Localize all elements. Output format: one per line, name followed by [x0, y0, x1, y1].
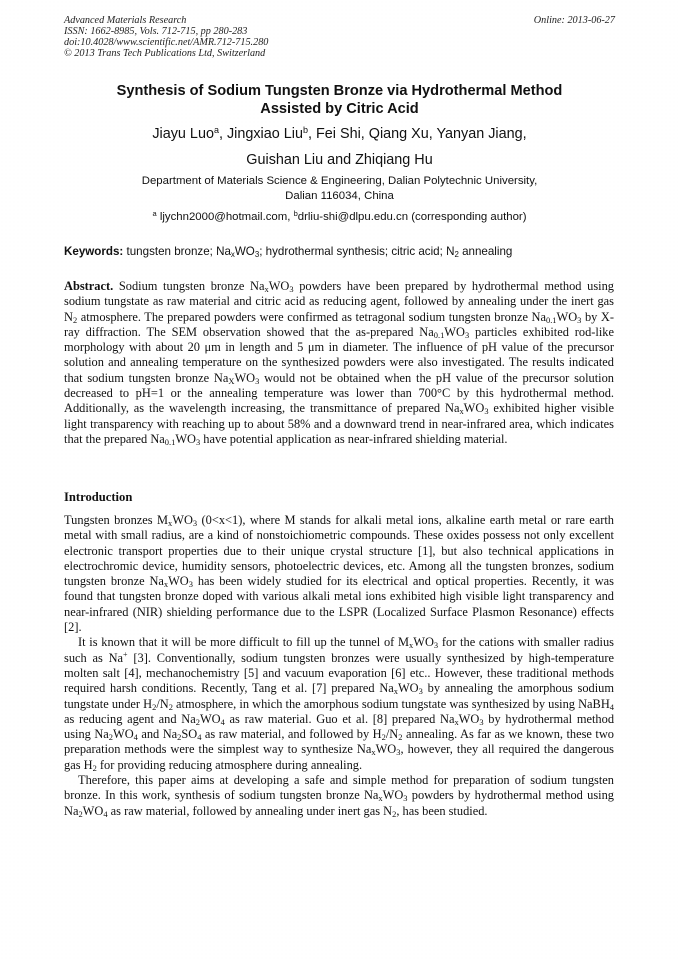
subscript: 0.1 — [433, 329, 445, 340]
text: WO — [175, 431, 196, 446]
text: WO — [113, 727, 134, 742]
author-name: Jiayu Luo — [152, 126, 214, 142]
text: as raw material, followed by annealing under inert gas N — [107, 803, 393, 818]
text: have potential application as near-infrared shielding material. — [200, 431, 508, 446]
subscript: x — [378, 793, 383, 804]
keywords — [64, 245, 624, 259]
journal-header — [64, 15, 615, 59]
subscript: 4 — [133, 732, 138, 743]
subscript: 2 — [92, 762, 97, 773]
author-names: , Fei Shi, Qiang Xu, Yanyan Jiang, — [307, 126, 527, 142]
copyright-line: © 2013 Trans Tech Publications Ltd, Switzerland — [64, 48, 266, 59]
text: exhibited higher visible light transparency with reaching up to about 58% and a downward trend in near-infrared area, which indicates that the prepared Na — [64, 401, 614, 446]
subscript: x — [393, 686, 398, 697]
subscript: 0.1 — [545, 314, 557, 325]
authors-line-2: Guishan Liu and Zhiqiang Hu — [246, 152, 433, 168]
online-date: Online: 2013-06-27 — [533, 15, 615, 26]
subscript: 3 — [192, 518, 198, 528]
subscript: 3 — [289, 284, 294, 294]
text: powders have been prepared by hydrothermal method using sodium tungstate as raw material and citric acid as reducing agent, followed by annealing under the inert gas N — [64, 279, 614, 324]
keywords-label: Keywords: — [64, 245, 124, 258]
text: WO — [268, 279, 290, 293]
keyword-text: annealing — [458, 245, 513, 258]
text: WO — [234, 370, 256, 385]
text: atmosphere. The prepared powders were confirmed as tetragonal sodium tungsten bronze Na — [77, 309, 546, 324]
author-list — [64, 121, 615, 173]
subscript: 3 — [433, 640, 439, 651]
authors-line-1 — [64, 121, 615, 147]
text: WO — [413, 635, 434, 650]
contact-emails — [64, 210, 615, 224]
text: SO — [181, 727, 198, 742]
subscript: 4 — [220, 716, 225, 727]
text: by hydrothermal method using Na — [64, 711, 615, 742]
text: Therefore, this paper aims at developing a safe and simple method for preparation of sodium tungsten bronze. In this work, synthesis of sodium tungsten bronze Na — [64, 773, 614, 803]
text: by annealing the amorphous sodium tungstate under H — [64, 681, 614, 711]
text: Tungsten bronzes M — [64, 513, 169, 527]
subscript: 3 — [396, 747, 401, 758]
text: (0<x<1), where M stands for alkali metal ions, alkaline earth metal or rare earth metal with small radius, are a kind of nonstoichiometric compounds. These oxides possess not only excellent electronic transport properties due to their unique crystal structure [1], but also technical applications in electrochromic device, humidity sensors, photoelectric devices, etc. Among all the tungsten bronzes, sodium tungsten bronze Na — [64, 513, 614, 589]
text: [3]. Conventionally, sodium tungsten bronzes were usually synthesized by high-temperature molten salt [4], mechanochemistry [5] and vacuum evaporation [6] etc.. However, these traditional methods required harsh conditions. Recently, Tang et al. [7] prepared Na — [64, 650, 614, 696]
text: WO — [172, 513, 193, 527]
subscript: 2 — [381, 732, 386, 743]
subscript: x — [264, 284, 269, 294]
subscript: x — [454, 716, 459, 727]
subscript: 3 — [195, 436, 201, 447]
subscript: 2 — [78, 808, 83, 819]
email-link-b[interactable]: drliu-shi@dlpu.edu.cn (corresponding author) — [297, 211, 527, 223]
doi-link[interactable]: doi:10.4028/www.scientific.net/AMR.712-715.280 — [64, 37, 269, 48]
subscript: X — [228, 375, 235, 386]
text: powders by hydrothermal method using Na — [64, 788, 614, 818]
text: as reducing agent and Na — [64, 711, 196, 726]
subscript: 3 — [418, 686, 423, 697]
subscript: 2 — [108, 732, 113, 743]
introduction-body — [64, 513, 614, 819]
text: , has been studied. — [396, 803, 488, 818]
email-marker: b — [293, 209, 298, 218]
text: for the cations with smaller radius such as Na — [64, 635, 614, 665]
subscript: 2 — [177, 732, 182, 743]
text: WO — [199, 711, 221, 726]
subscript: 3 — [254, 250, 260, 259]
subscript: x — [459, 406, 464, 417]
keyword-text: WO — [234, 245, 255, 258]
email-link-a[interactable]: ljychn2000@hotmail.com, — [156, 211, 294, 223]
text: WO — [463, 401, 485, 416]
text: would not be obtained when the pH value of the precursor solution decreased to pH=1 or the annealing temperature was lower than 700°C by this hydrothermal method. Additionally, as the wavelength increasing, the transmittance of prepared Na — [64, 370, 614, 416]
subscript: 2 — [454, 250, 459, 259]
text: as raw material, and followed by H — [201, 727, 382, 742]
subscript: x — [371, 747, 376, 758]
subscript: 3 — [464, 329, 470, 340]
abstract-label: Abstract. — [64, 279, 114, 293]
author-name: , Jingxiao Liu — [218, 126, 303, 142]
text: WO — [556, 309, 578, 324]
text: has been widely studied for its electrical and optical properties. Recently, it was found that tungsten bronze doped with various alkali metal ions exhibited high visible light transparency and near-infrared (NIR) shielding performance due to the LSPR (Localized Surface Plasmon Resonance) effects [2]. — [64, 574, 614, 635]
text: WO — [168, 574, 189, 589]
subscript: 2 — [398, 732, 403, 743]
text: WO — [458, 711, 480, 726]
subscript: 3 — [255, 375, 260, 386]
text: WO — [444, 324, 465, 339]
text: atmosphere, in which the amorphous sodium tungstate was synthesized by using NaBH — [172, 696, 610, 711]
subscript: 2 — [72, 314, 78, 325]
text: , however, they all required the dangerous gas H — [64, 742, 614, 772]
subscript: 4 — [197, 732, 202, 743]
subscript: 2 — [195, 716, 200, 727]
text: particles exhibited rod-like morphology with about 20 μm in length and 5 μm in diameter. The influence of pH value of the precursor solution and annealing temperature on the synthesized powders were also investigated. The results indicated that sodium tungsten bronze Na — [64, 324, 614, 385]
text: /N — [385, 727, 399, 742]
title-line-1: Synthesis of Sodium Tungsten Bronze via Hydrothermal Method — [116, 83, 563, 99]
subscript: 3 — [403, 793, 408, 804]
paragraph-2 — [64, 635, 614, 773]
issn-line: ISSN: 1662-8985, Vols. 712-715, pp 280-283 — [64, 26, 248, 37]
paragraph-3 — [64, 773, 614, 819]
subscript: x — [409, 640, 414, 651]
affiliation-marker: b — [302, 125, 308, 135]
title-line-2: Assisted by Citric Acid — [260, 101, 419, 117]
paper-title — [64, 82, 615, 118]
text: WO — [397, 681, 419, 696]
subscript: x — [230, 250, 235, 259]
text: It is known that it will be more difficult to fill up the tunnel of M — [78, 635, 410, 650]
text: WO — [82, 803, 104, 818]
affiliation — [64, 174, 615, 204]
subscript: x — [163, 579, 169, 590]
text: Sodium tungsten bronze Na — [113, 279, 265, 293]
text: WO — [382, 788, 404, 803]
subscript: 3 — [484, 406, 489, 417]
subscript: 2 — [392, 808, 397, 819]
affiliation-line-1: Department of Materials Science & Engineering, Dalian Polytechnic University, — [141, 175, 538, 187]
text: annealing. As far as we known, these two preparation methods were the simplest way to synthesize Na — [64, 727, 614, 757]
keyword-text: tungsten bronze; Na — [123, 245, 231, 258]
affiliation-line-2: Dalian 116034, China — [285, 190, 394, 202]
journal-name: Advanced Materials Research — [64, 15, 187, 26]
subscript: 2 — [152, 701, 157, 712]
subscript: 4 — [609, 701, 614, 712]
subscript: 4 — [103, 808, 108, 819]
text: and Na — [137, 727, 178, 742]
email-marker: a — [152, 209, 157, 218]
text: WO — [375, 742, 397, 757]
subscript: x — [168, 518, 173, 528]
subscript: 3 — [188, 579, 193, 590]
paragraph-1 — [64, 513, 614, 635]
abstract — [64, 279, 614, 447]
section-heading-introduction: Introduction — [64, 490, 133, 504]
text: /N — [156, 696, 169, 711]
subscript: 3 — [577, 314, 582, 325]
subscript: 3 — [479, 716, 484, 727]
text: as raw material. Guo et al. [8] prepared Na — [224, 711, 455, 726]
keyword-text: ; hydrothermal synthesis; citric acid; N — [259, 245, 455, 258]
superscript: + — [123, 649, 128, 659]
subscript: 0.1 — [164, 436, 176, 447]
text: for providing reducing atmosphere during annealing. — [96, 757, 363, 772]
subscript: 2 — [168, 701, 173, 712]
text: by X-ray diffraction. The SEM observation showed that the as-prepared Na — [64, 309, 614, 339]
affiliation-marker: a — [213, 125, 219, 135]
